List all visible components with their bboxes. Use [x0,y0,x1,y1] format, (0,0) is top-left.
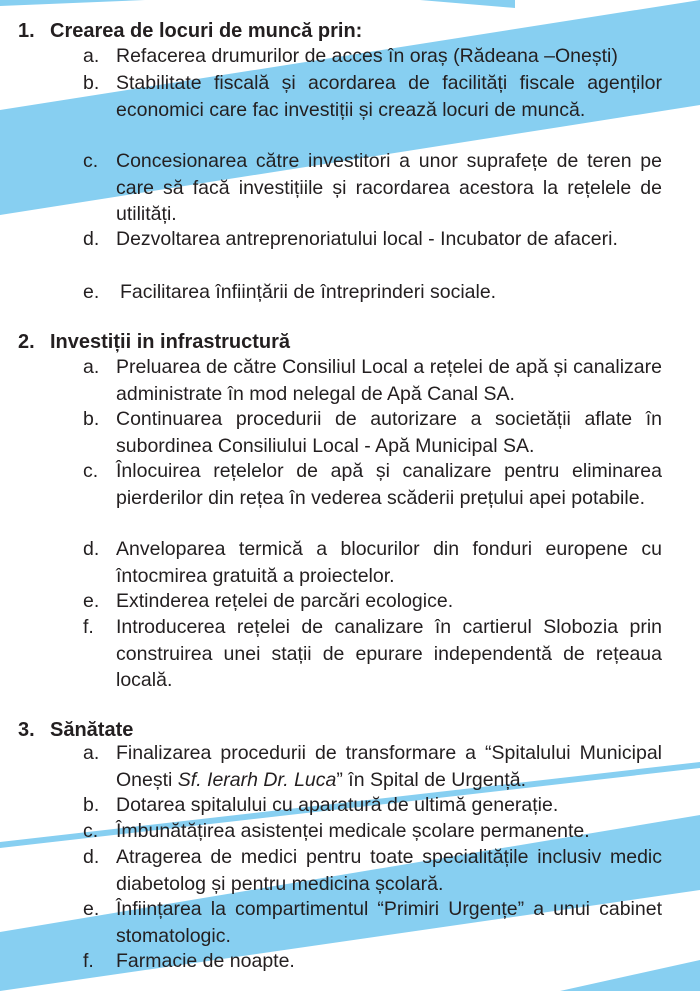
item-text: Dezvoltarea antreprenoriatului local - Incubator de afaceri. [116,228,618,250]
section-2-heading [18,329,290,355]
item-letter: e. [83,590,100,612]
section-title: Investiții in infrastructură [50,331,291,353]
section-title: Sănătate [50,719,134,741]
item-letter: d. [83,846,100,868]
list-item [83,354,662,407]
section-number: 3. [18,719,35,741]
section-title: Crearea de locuri de muncă prin: [50,20,363,42]
list-item [83,226,662,253]
list-item [83,792,662,819]
item-letter: e. [83,898,100,920]
list-item [83,536,662,589]
item-text: Înlocuirea rețelelor de apă și canalizare pentru eliminarea pierderilor din rețea în vederea scăderii prețului apei potabile. [116,460,662,509]
item-letter: f. [83,950,94,972]
item-text: Îmbunătățirea asistenței medicale școlare permanente. [116,820,590,842]
list-item [83,148,662,228]
list-item [83,844,662,897]
item-text: Farmacie de noapte. [116,950,295,972]
item-text: Refacerea drumurilor de acces în oraș (Rădeana –Onești) [116,45,618,67]
item-letter: e. [83,281,100,303]
list-item [83,70,662,123]
item-text [116,740,662,793]
list-item [83,948,662,975]
item-text-part: ” în Spital de Urgență. [336,768,527,791]
section-number: 1. [18,20,35,42]
item-text: Înființarea la compartimentul “Primiri Urgențe” a unui cabinet stomatologic. [116,898,662,947]
item-text-part: Finalizarea procedurii de transformare a “Spitalului Municipal Onești [116,742,662,791]
list-item [83,458,662,511]
list-item [83,740,662,793]
item-letter: c. [83,150,99,172]
item-letter: d. [83,538,100,560]
item-text: Stabilitate fiscală și acordarea de facilități fiscale agenților economici care fac investiții și crează locuri de muncă. [116,72,662,121]
item-text: Dotarea spitalului cu aparatură de ultimă generație. [116,794,559,816]
top-left-stripe [0,0,145,6]
list-item [83,406,662,459]
item-letter: c. [83,820,99,842]
list-item [83,43,662,70]
item-text: Continuarea procedurii de autorizare a societății aflate în subordinea Consiliului Local - Apă Municipal SA. [116,408,662,457]
item-text-italic: Sf. Ierarh Dr. Luca [177,768,337,791]
item-letter: a. [83,45,100,67]
item-letter: c. [83,460,99,482]
list-item [83,279,662,306]
list-item [83,614,662,694]
item-letter: a. [83,356,100,378]
item-letter: a. [83,742,100,764]
list-item [83,818,662,845]
item-letter: d. [83,228,100,250]
item-text: Facilitarea înființării de întreprinderi sociale. [120,281,497,303]
item-text: Preluarea de către Consiliul Local a rețelei de apă și canalizare administrate în mod nelegal de Apă Canal SA. [116,356,662,405]
item-text: Concesionarea către investitori a unor suprafețe de teren pe care să facă investițiile și racordarea acestora la rețelele de utilități. [116,150,662,225]
item-text: Introducerea rețelei de canalizare în cartierul Slobozia prin construirea unei stații de epurare independentă de rețeaua locală. [116,616,662,691]
section-number: 2. [18,331,35,353]
item-text: Atragerea de medici pentru toate specialitățile inclusiv medic diabetolog și pentru medicina școlară. [116,846,662,895]
top-right-stripe [420,0,515,8]
section-1-heading [18,18,362,44]
list-item [83,896,662,949]
item-letter: b. [83,408,100,430]
item-text: Extinderea rețelei de parcări ecologice. [116,590,454,612]
item-letter: f. [83,616,94,638]
item-text: Anveloparea termică a blocurilor din fonduri europene cu întocmirea gratuită a proiectelor. [116,538,662,587]
item-letter: b. [83,794,100,816]
list-item [83,588,662,615]
item-letter: b. [83,72,100,94]
